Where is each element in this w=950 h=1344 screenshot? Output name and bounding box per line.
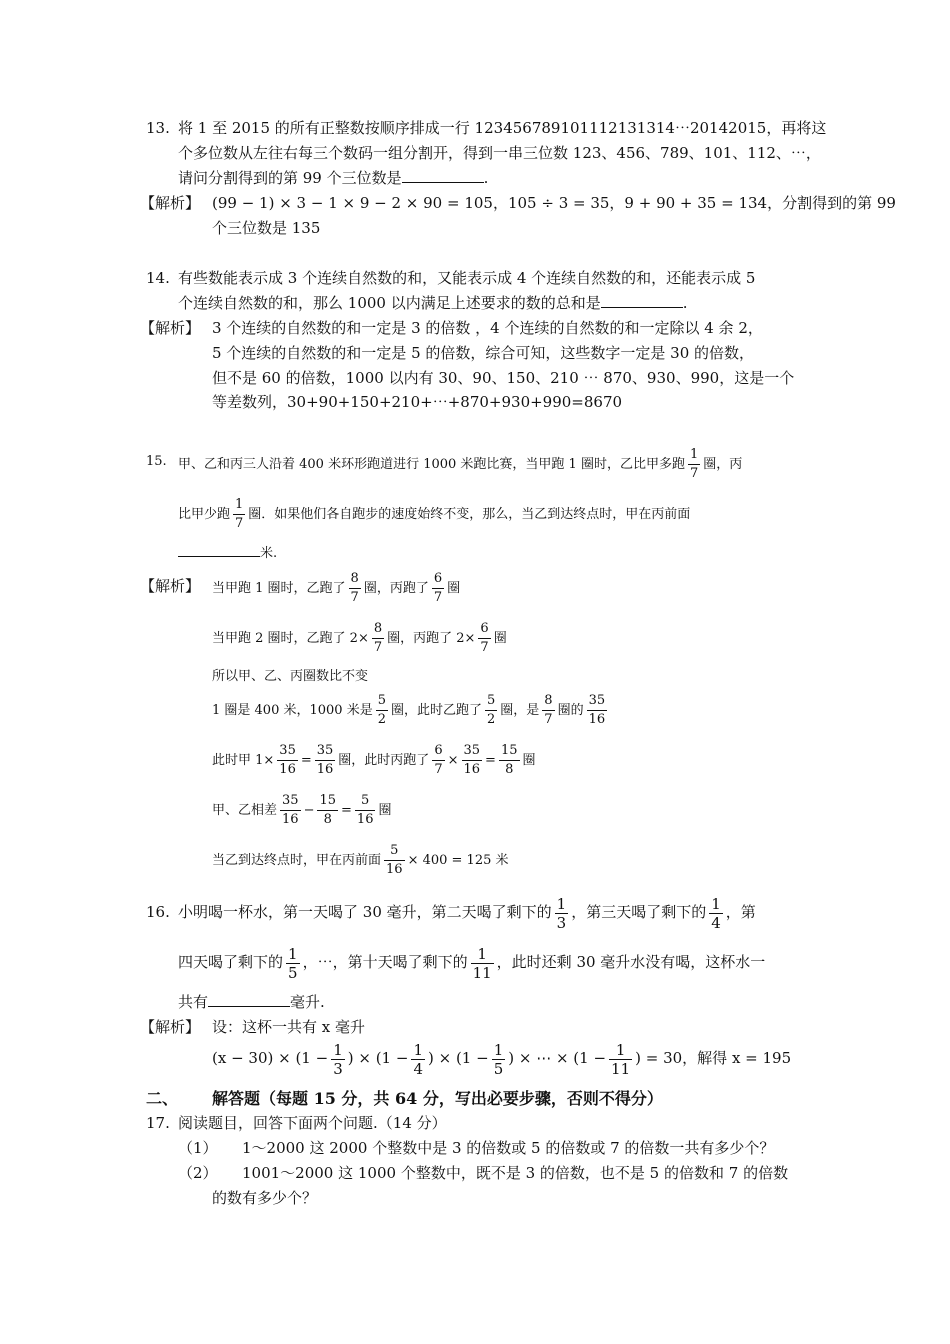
frac-denominator: 16 [316, 762, 334, 777]
text: ，⋯，第十天喝了剩下的 [302, 953, 468, 971]
frac [376, 692, 388, 729]
q15-solution-tag: 【解析】 [140, 577, 201, 595]
q16-solution-tag: 【解析】 [140, 1018, 201, 1036]
q13-line3 [178, 168, 488, 188]
text: 圈的 [557, 703, 584, 718]
q14-solution-line3: 但不是 60 的倍数，1000 以内有 30、90、150、210 ⋯ 870、930、990，这是一个 [212, 369, 795, 387]
text: = [485, 753, 496, 768]
frac-denominator: 7 [350, 590, 359, 605]
frac-denominator: 7 [544, 712, 553, 727]
q16-solution-line2 [212, 1040, 791, 1078]
text: 圈，丙跑了 2× [387, 631, 476, 646]
frac-denominator: 3 [556, 913, 567, 932]
frac-denominator: 7 [480, 640, 489, 655]
q15-answer-blank [178, 542, 260, 557]
frac-denominator: 16 [279, 762, 296, 777]
q15-line2 [178, 496, 690, 533]
text: ) = 30，解得 x = 195 [635, 1049, 792, 1067]
frac-denominator: 11 [472, 963, 492, 982]
q14-line2-end: . [682, 294, 688, 312]
frac-numerator: 8 [542, 692, 554, 711]
q15-number: 15. [146, 454, 167, 469]
frac [280, 792, 301, 829]
q15-line2-text: 比甲少跑 [178, 507, 231, 522]
q14-solution-line2: 5 个连续的自然数的和一定是 5 的倍数，综合可知，这些数字一定是 30 的倍数， [212, 344, 755, 362]
frac [499, 742, 520, 779]
q14-line2 [178, 293, 688, 313]
frac-denominator: 16 [588, 712, 606, 727]
frac-denominator: 7 [433, 590, 443, 605]
text: (x − 30) × (1 − [212, 1049, 329, 1067]
frac-denominator: 7 [689, 466, 699, 481]
frac-numerator: 5 [355, 792, 376, 811]
text: 圈，此时丙跑了 [338, 753, 430, 768]
frac-numerator: 5 [376, 692, 388, 711]
q17-part2-text: 1001～2000 这 1000 个整数中，既不是 3 的倍数，也不是 5 的倍数和 7 的倍数 [242, 1164, 789, 1182]
frac-numerator: 1 [711, 894, 721, 913]
q16-line3 [178, 992, 325, 1012]
frac-denominator: 16 [386, 862, 403, 877]
frac-numerator: 6 [432, 742, 444, 761]
text: 毫升. [290, 993, 325, 1011]
q14-answer-blank [601, 293, 683, 308]
q16-number: 16. [146, 903, 170, 921]
frac-numerator: 35 [315, 742, 336, 761]
frac-numerator: 6 [432, 570, 444, 589]
q15-line1-end: 圈，丙 [703, 457, 743, 472]
frac [478, 620, 490, 657]
q15-solution-line3: 所以甲、乙、丙圈数比不变 [212, 669, 369, 684]
frac-numerator: 35 [462, 742, 483, 761]
q17-part2-text-cont: 的数有多少个？ [212, 1189, 318, 1207]
frac-numerator: 1 [493, 1040, 504, 1059]
frac-denominator: 5 [288, 963, 298, 982]
text: 圈，此时乙跑了 [390, 703, 482, 718]
text: × [447, 753, 459, 768]
frac-numerator: 35 [280, 792, 301, 811]
q13-line2: 个多位数从左往右每三个数码一组分割开，得到一串三位数 123、456、789、101、112、⋯， [178, 144, 821, 162]
text: 圈 [447, 581, 461, 596]
section2-title: 解答题（每题 15 分，共 64 分，写出必要步骤，否则不得分） [212, 1089, 663, 1108]
text: ，此时还剩 30 毫升水没有喝，这杯水一 [496, 953, 766, 971]
frac [709, 895, 723, 932]
q15-solution-line6 [212, 792, 391, 829]
q13-number: 13. [146, 119, 170, 137]
frac-denominator: 16 [356, 812, 374, 827]
text: ) × (1 − [428, 1049, 489, 1067]
frac-denominator: 2 [377, 712, 386, 727]
frac [555, 895, 569, 932]
frac [471, 945, 494, 982]
text: 此时甲 1× [212, 753, 275, 768]
frac [384, 842, 405, 879]
frac-numerator: 5 [485, 692, 497, 711]
q16-solution-line1: 设：这杯一共有 x 毫升 [212, 1018, 365, 1036]
q16-line2 [178, 944, 765, 982]
frac-numerator: 35 [587, 692, 608, 711]
frac-numerator: 6 [478, 620, 490, 639]
frac-numerator: 1 [609, 1041, 632, 1060]
text: 共有 [178, 993, 209, 1011]
frac-numerator: 1 [233, 496, 245, 515]
frac-numerator: 1 [333, 1040, 343, 1059]
frac-denominator: 16 [282, 812, 299, 827]
q15-solution-line5 [212, 742, 536, 779]
text: 1 圈是 400 米，1000 米是 [212, 703, 373, 718]
q17-part1-text: 1～2000 这 2000 个整数中是 3 的倍数或 5 的倍数或 7 的倍数一共有多少个？ [242, 1139, 775, 1157]
frac-numerator: 1 [556, 894, 567, 913]
q17-number: 17. [146, 1114, 170, 1132]
frac-denominator: 11 [611, 1059, 631, 1078]
q15-solution-line7 [212, 842, 509, 879]
text: 圈，丙跑了 [363, 581, 429, 596]
frac-denominator: 8 [323, 812, 332, 827]
q15-line3 [178, 542, 277, 564]
frac-one-seventh [688, 446, 700, 483]
text: ) × (1 − [347, 1049, 409, 1067]
q13-solution-line2: 个三位数是 135 [212, 219, 321, 237]
section2-number: 二、 [146, 1089, 179, 1108]
frac-numerator: 1 [471, 945, 494, 964]
frac-numerator: 1 [413, 1040, 423, 1059]
frac-denominator: 7 [434, 762, 443, 777]
frac [411, 1041, 425, 1078]
frac-one-seventh [233, 496, 245, 533]
frac [317, 792, 338, 829]
frac [492, 1041, 506, 1078]
q13-answer-blank [402, 168, 484, 183]
frac-denominator: 5 [493, 1059, 504, 1078]
frac [485, 692, 497, 729]
text: 甲、乙相差 [212, 803, 278, 818]
q13-line3-end: . [483, 169, 489, 187]
text: 圈 [493, 631, 507, 646]
frac [432, 570, 444, 607]
q17-line1: 阅读题目，回答下面两个问题.（14 分） [178, 1114, 447, 1132]
q15-line2-end: 圈．如果他们各自跑步的速度始终不变，那么，当乙到达终点时，甲在丙前面 [248, 507, 691, 522]
q16-line1 [178, 894, 756, 932]
frac-denominator: 2 [487, 712, 496, 727]
q15-solution-line2 [212, 620, 507, 657]
q16-answer-blank [208, 992, 290, 1007]
frac-numerator: 15 [317, 792, 338, 811]
frac-denominator: 16 [463, 762, 481, 777]
frac-denominator: 3 [333, 1059, 343, 1078]
frac [277, 742, 298, 779]
frac [349, 570, 361, 607]
q15-line3-text: 米. [260, 546, 278, 561]
frac-denominator: 8 [505, 762, 514, 777]
text: 圈 [522, 753, 536, 768]
q14-solution-line4: 等差数列，30+90+150+210+⋯+870+930+990=8670 [212, 393, 623, 411]
text: 当甲跑 2 圈时，乙跑了 2× [212, 631, 369, 646]
q13-solution-tag: 【解析】 [140, 194, 201, 212]
frac [609, 1041, 632, 1078]
frac [355, 792, 376, 829]
q15-solution-line4 [212, 692, 610, 729]
q13-line3-text: 请问分割得到的第 99 个三位数是 [178, 169, 402, 187]
q14-solution-tag: 【解析】 [140, 319, 201, 337]
frac-denominator: 4 [413, 1059, 423, 1078]
text: ) × ⋯ × (1 − [508, 1049, 607, 1067]
text: 小明喝一杯水，第一天喝了 30 毫升，第二天喝了剩下的 [178, 903, 552, 921]
text: − [303, 803, 315, 818]
frac-numerator: 5 [384, 842, 405, 861]
frac-numerator: 1 [288, 944, 298, 963]
text: ，第三天喝了剩下的 [571, 903, 707, 921]
text: 四天喝了剩下的 [178, 953, 284, 971]
frac [286, 945, 300, 982]
frac-numerator: 15 [499, 742, 520, 761]
text: = [300, 753, 312, 768]
text: 圈 [378, 803, 392, 818]
frac-numerator: 35 [277, 742, 298, 761]
frac [331, 1041, 345, 1078]
q17-part1-number: （1） [178, 1139, 218, 1157]
frac [315, 742, 336, 779]
frac-denominator: 7 [373, 640, 383, 655]
q13-line1: 将 1 至 2015 的所有正整数按顺序排成一行 123456789101112131314⋯20142015，再将这 [178, 119, 827, 137]
frac-denominator: 4 [711, 913, 721, 932]
frac [587, 692, 608, 729]
text: ，第 [725, 903, 756, 921]
q14-line1: 有些数能表示成 3 个连续自然数的和，又能表示成 4 个连续自然数的和，还能表示成 5 [178, 269, 756, 287]
q15-line1-text: 甲、乙和丙三人沿着 400 米环形跑道进行 1000 米跑比赛，当甲跑 1 圈时，乙比甲多跑 [178, 457, 685, 472]
q13-solution-line1: (99 − 1) × 3 − 1 × 9 − 2 × 90 = 105，105 ÷ 3 = 35，9 + 90 + 35 = 134，分割得到的第 99 [212, 194, 896, 212]
q14-line2-text: 个连续自然数的和，那么 1000 以内满足上述要求的数的总和是 [178, 294, 601, 312]
q14-solution-line1: 3 个连续的自然数的和一定是 3 的倍数 ，4 个连续的自然数的和一定除以 4 余 2， [212, 319, 763, 337]
frac [372, 620, 384, 657]
frac [462, 742, 483, 779]
frac [432, 742, 444, 779]
frac-numerator: 8 [349, 570, 361, 589]
q15-solution-line1 [212, 570, 460, 607]
frac [542, 692, 554, 729]
text: 当甲跑 1 圈时，乙跑了 [212, 581, 346, 596]
text: × 400 = 125 米 [407, 853, 509, 868]
q17-part2-number: （2） [178, 1164, 218, 1182]
text: = [341, 803, 352, 818]
frac-numerator: 8 [372, 620, 384, 639]
q15-line1 [178, 446, 742, 483]
frac-denominator: 7 [235, 516, 244, 531]
text: 当乙到达终点时，甲在丙前面 [212, 853, 382, 868]
q14-number: 14. [146, 269, 170, 287]
frac-numerator: 1 [688, 446, 700, 465]
text: 圈，是 [500, 703, 540, 718]
